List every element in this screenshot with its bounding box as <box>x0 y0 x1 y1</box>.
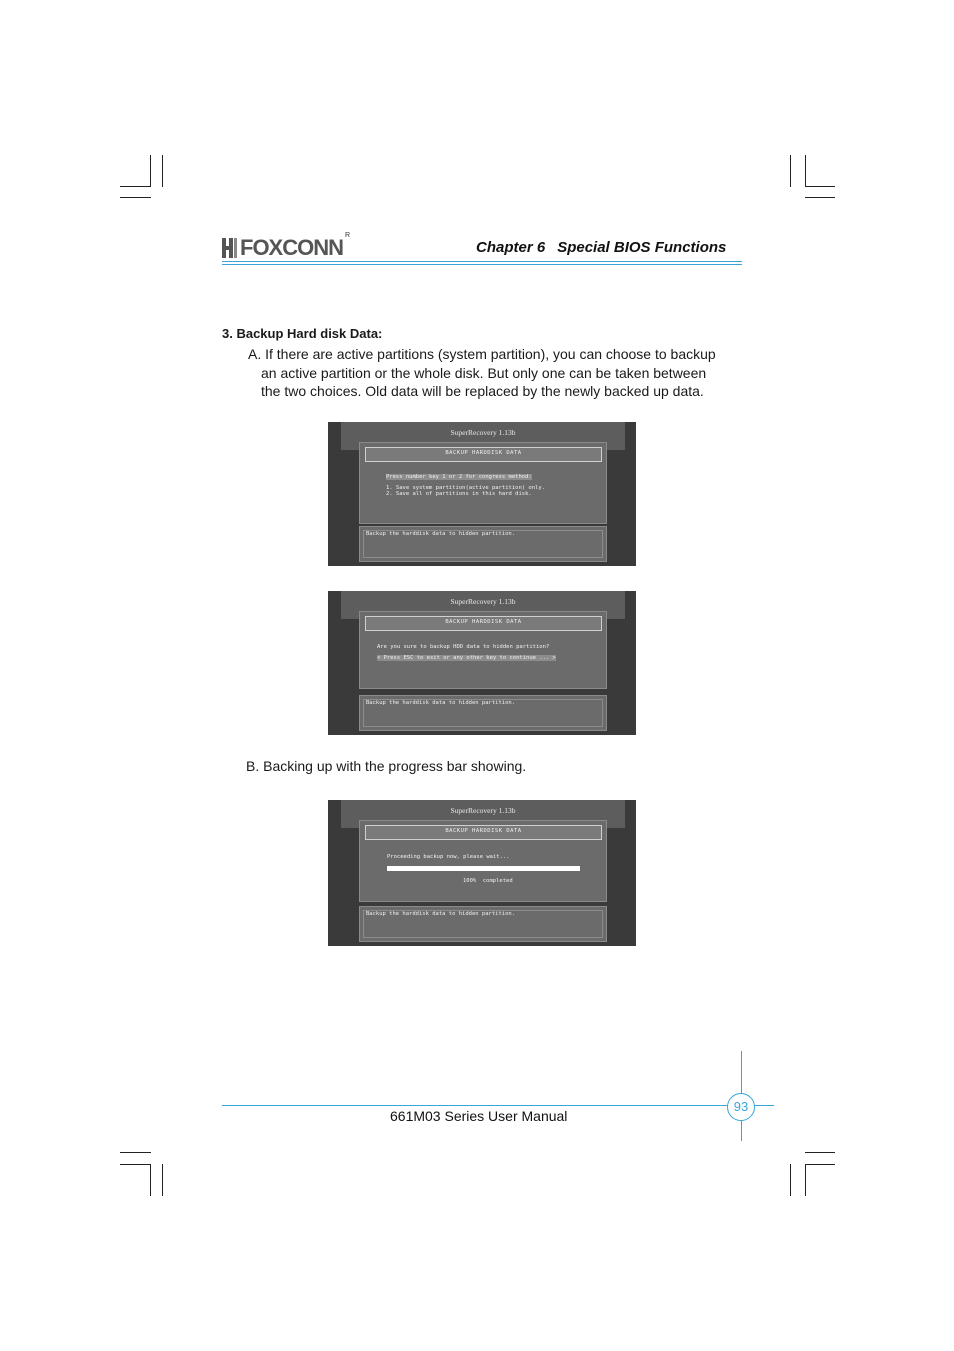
app-title: SuperRecovery 1.13b <box>450 806 516 815</box>
crop-mark <box>805 155 806 187</box>
crop-mark <box>162 1164 163 1196</box>
method-prompt: Press number key 1 or 2 for congress method: <box>386 474 532 480</box>
panel-header-text: BACKUP HARDDISK DATA <box>445 450 522 456</box>
crop-mark <box>805 186 835 187</box>
status-text: Backup the harddisk data to hidden partition. <box>366 531 516 537</box>
panel-header <box>365 616 602 631</box>
panel-header-text: BACKUP HARDDISK DATA <box>445 619 522 625</box>
progress-bar <box>387 866 580 871</box>
page-number-badge <box>727 1093 755 1121</box>
crop-mark <box>790 1164 791 1196</box>
crop-mark <box>805 1164 806 1196</box>
panel-header <box>365 825 602 840</box>
status-panel <box>359 695 607 731</box>
crop-mark <box>120 197 151 198</box>
app-title: SuperRecovery 1.13b <box>450 597 516 606</box>
confirm-question: Are you sure to backup HDD data to hidden partition? <box>377 644 550 650</box>
screenshot-confirm <box>328 591 636 735</box>
paragraph-a <box>248 345 748 401</box>
crop-mark <box>790 155 791 187</box>
status-text: Backup the harddisk data to hidden partition. <box>366 911 516 917</box>
crop-mark <box>805 1164 835 1165</box>
screenshot-method-select <box>328 422 636 566</box>
screenshot-progress <box>328 800 636 946</box>
crop-mark <box>120 1152 151 1153</box>
progress-completed: 100% completed <box>463 878 513 884</box>
main-panel <box>359 442 607 524</box>
header-rule <box>222 264 742 265</box>
section-heading: 3. Backup Hard disk Data: <box>222 326 383 341</box>
app-title: SuperRecovery 1.13b <box>450 428 516 437</box>
status-text: Backup the harddisk data to hidden partition. <box>366 700 516 706</box>
chapter-label: Chapter 6 <box>476 239 546 256</box>
page-number: 93 <box>733 1099 749 1114</box>
proceeding-text: Proceeding backup now, please wait... <box>387 854 510 860</box>
panel-header <box>365 447 602 462</box>
status-panel <box>359 526 607 562</box>
chapter-title: Special BIOS Functions <box>557 239 727 256</box>
option-system-partition[interactable]: 1. Save system partition(active partition) only. <box>386 485 545 491</box>
main-panel <box>359 611 607 689</box>
crop-mark <box>120 1164 151 1165</box>
option-all-partitions[interactable]: 2. Save all of partitions in this hard disk. <box>386 491 532 497</box>
crop-mark <box>805 197 835 198</box>
manual-title: 661M03 Series User Manual <box>390 1108 568 1124</box>
foxconn-logo <box>222 232 350 262</box>
main-panel <box>359 820 607 902</box>
crop-mark <box>150 155 151 187</box>
crop-mark <box>805 1152 835 1153</box>
paragraph-line: A. If there are active partitions (system partition), you can choose to backup <box>248 346 716 362</box>
registered-mark: R <box>345 232 351 239</box>
progress-fill <box>387 866 580 871</box>
paragraph-b: B. Backing up with the progress bar showing. <box>246 758 527 774</box>
paragraph-line: the two choices. Old data will be replaced by the newly backed up data. <box>261 383 704 399</box>
chapter-heading <box>476 239 726 256</box>
footer-rule <box>222 1105 774 1106</box>
crop-mark <box>150 1164 151 1196</box>
continue-hint: < Press ESC to exit or any other key to continue ... > <box>377 655 556 661</box>
panel-header-text: BACKUP HARDDISK DATA <box>445 828 522 834</box>
status-panel <box>359 906 607 942</box>
foxconn-emblem-icon <box>222 234 238 260</box>
header-rule <box>222 261 742 262</box>
paragraph-line: an active partition or the whole disk. But only one can be taken between <box>261 364 707 381</box>
crop-mark <box>162 155 163 187</box>
crop-mark <box>120 186 151 187</box>
logo-wordmark: FOXCONN <box>240 235 343 260</box>
